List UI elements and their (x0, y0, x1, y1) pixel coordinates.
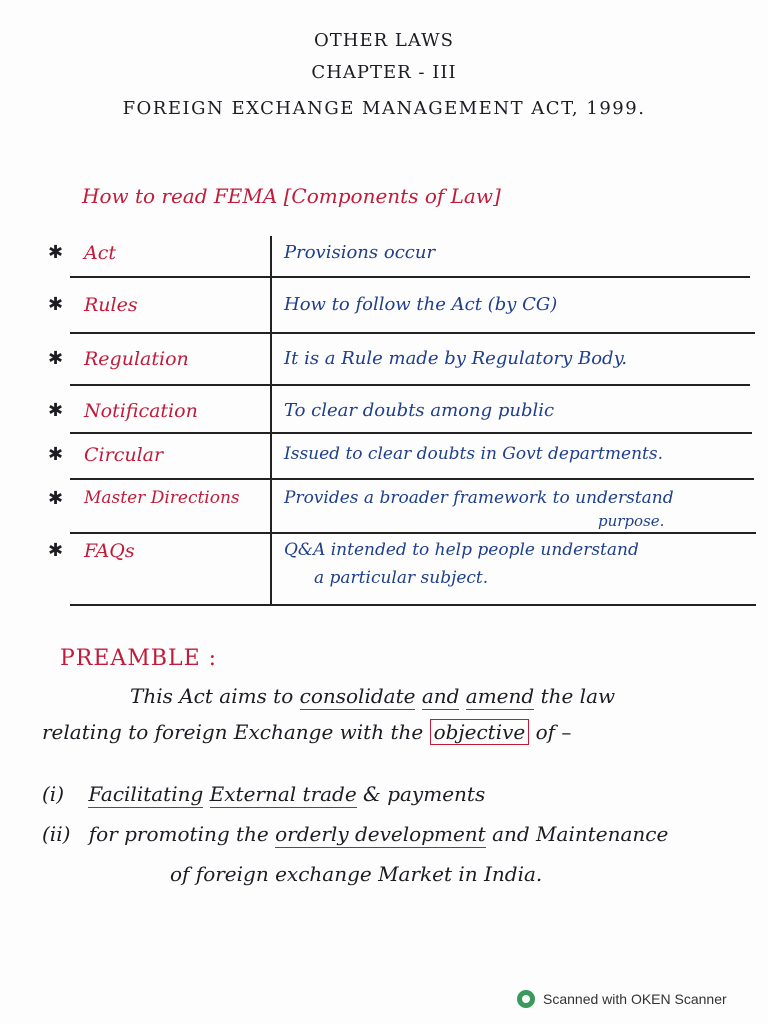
underlined-external-trade: External trade (209, 782, 357, 806)
underlined-and: and (421, 684, 460, 708)
row-line (70, 604, 756, 606)
header-other-laws: OTHER LAWS (314, 30, 454, 51)
component-desc: How to follow the Act (by CG) (284, 294, 558, 315)
objective-item-2-cont: of foreign exchange Market in India. (170, 862, 543, 886)
underlined-amend: amend (465, 684, 535, 708)
row-line (70, 332, 755, 334)
bullet-star: ✱ (48, 242, 64, 263)
row-line (70, 432, 752, 434)
objective-item-2 (42, 822, 668, 846)
bullet-star: ✱ (48, 444, 64, 465)
text: of – (535, 720, 572, 744)
scanner-watermark (517, 990, 727, 1008)
item-number: (i) (42, 782, 65, 806)
component-desc: Q&A intended to help people understand (284, 540, 639, 560)
text: relating to foreign Exchange with the (42, 720, 424, 744)
underlined-facilitating: Facilitating (88, 782, 204, 806)
item-number: (ii) (42, 822, 71, 846)
component-desc: It is a Rule made by Regulatory Body. (284, 348, 628, 369)
component-desc: Issued to clear doubts in Govt departments. (284, 444, 663, 464)
objective-item-1 (42, 782, 485, 806)
oken-logo-icon (517, 990, 535, 1008)
components-table (48, 234, 758, 608)
text: the law (540, 684, 616, 708)
bullet-star: ✱ (48, 400, 64, 421)
boxed-objective: objective (430, 719, 530, 745)
bullet-star: ✱ (48, 348, 64, 369)
header-act-title: FOREIGN EXCHANGE MANAGEMENT ACT, 1999. (122, 98, 646, 119)
watermark-text: Scanned with OKEN Scanner (543, 991, 727, 1007)
component-name: Notification (84, 400, 198, 422)
header-chapter: CHAPTER - III (311, 62, 457, 83)
component-desc: Provides a broader framework to understand (284, 488, 674, 508)
text: for promoting the (88, 822, 269, 846)
preamble-line-2 (42, 720, 571, 744)
table-divider (270, 236, 272, 606)
row-line (70, 276, 750, 278)
row-line (70, 384, 750, 386)
text: This Act aims to (130, 684, 294, 708)
row-line (70, 532, 756, 534)
component-name: FAQs (84, 540, 135, 562)
component-name: Act (84, 242, 116, 264)
component-name: Regulation (84, 348, 189, 370)
component-name: Circular (84, 444, 164, 466)
row-line (70, 478, 754, 480)
component-desc: To clear doubts among public (284, 400, 555, 421)
bullet-star: ✱ (48, 488, 64, 509)
underlined-orderly-development: orderly development (275, 822, 486, 846)
component-desc-cont: a particular subject. (314, 568, 489, 588)
components-heading: How to read FEMA [Components of Law] (82, 184, 501, 208)
component-name: Master Directions (84, 488, 240, 508)
bullet-star: ✱ (48, 294, 64, 315)
preamble-line-1 (130, 684, 615, 708)
component-name: Rules (84, 294, 138, 316)
text: & payments (363, 782, 486, 806)
component-desc-cont: purpose. (598, 512, 665, 530)
component-desc: Provisions occur (284, 242, 436, 263)
bullet-star: ✱ (48, 540, 64, 561)
text: and Maintenance (492, 822, 669, 846)
underlined-consolidate: consolidate (299, 684, 416, 708)
preamble-title: PREAMBLE : (60, 646, 218, 671)
